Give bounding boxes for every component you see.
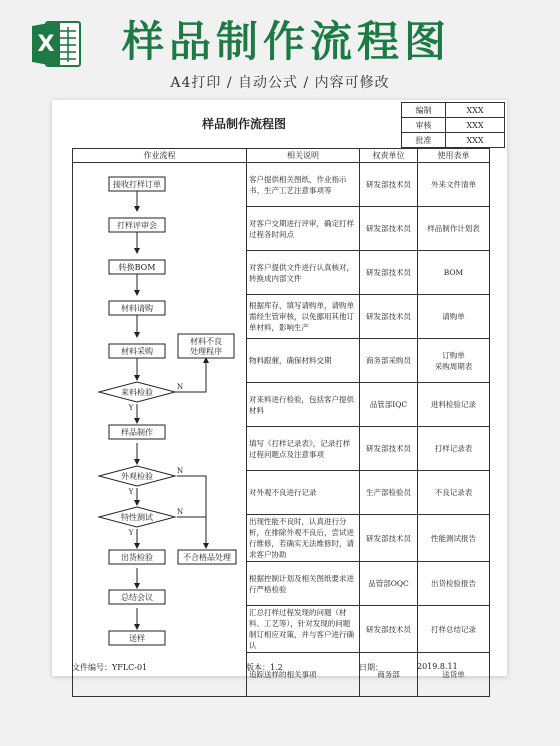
row-desc[interactable]: 客户提供相关图纸、作业指示书、生产工艺注意事项等 [247,163,360,207]
row-form[interactable]: 样品制作计划表 [418,207,490,251]
flow-step-label: 接收打样订单 [113,180,161,189]
footer-file-no: 文件编号：YFLC-01 [72,663,148,672]
flow-side-reject-label: 不合格品处理 [183,553,231,562]
flow-step-label: 材料采购 [121,347,153,356]
row-form[interactable]: 请购单 [418,295,490,339]
approval-value[interactable]: XXX [446,103,505,118]
row-dept[interactable]: 研发部技术员 [360,207,418,251]
flow-step-label: 打样评审会 [117,221,157,230]
flow-step-label: 出货检验 [121,553,153,562]
row-desc[interactable]: 对来料进行检验，包括客户提供材料 [247,383,360,427]
document-sheet [52,100,507,679]
flow-decision-label: 来料检验 [121,388,153,397]
row-dept[interactable]: 研发部技术员 [360,163,418,207]
row-desc[interactable]: 对客户交期进行评审，确定打样过程各时间点 [247,207,360,251]
row-dept[interactable]: 品管部OQC [360,562,418,606]
row-form[interactable]: 性能测试报告 [418,515,490,562]
flow-side-material-bad-label: 材料不良 [190,337,222,346]
row-desc[interactable]: 追踪送样的相关事项 [247,653,360,697]
flow-no-label: N [176,383,184,391]
flow-no-label: N [176,508,184,516]
row-form[interactable]: 外来文件清单 [418,163,490,207]
flow-side-material-bad-label: 处理程序 [190,347,222,356]
row-desc[interactable]: 汇总打样过程发现的问题（材料、工艺等），针对发现的问题制订相应对策，并与客户进行确认 [247,606,360,653]
row-dept[interactable]: 研发部技术员 [360,427,418,471]
header-flow: 作业流程 [73,149,247,163]
row-form[interactable]: 订购单 采购周期表 [418,339,490,383]
approval-row [402,103,505,118]
header-form: 使用表单 [418,149,490,163]
approval-table [401,102,505,148]
approval-value[interactable]: XXX [446,133,505,148]
row-form[interactable]: 出货检验报告 [418,562,490,606]
row-desc[interactable]: 出现性能不良时，认真进行分析，在排除外观不良后，尝试进行维修，若确实无法维修时，请求客户协助 [247,515,360,562]
row-form[interactable]: BOM [418,251,490,295]
flow-decision-label: 外观检验 [121,472,153,481]
footer-date: 2019.8.11 [417,662,458,671]
footer-version: 版本：1.2 [246,663,283,672]
banner-title: 样品制作流程图 [122,17,452,66]
flow-no-label: N [176,467,184,475]
flow-yes-label: Y [128,529,134,537]
flow-yes-label: Y [128,404,134,412]
row-form[interactable]: 打样总结记录 [418,606,490,653]
approval-label: 批准 [402,133,446,148]
excel-logo-icon [30,17,84,71]
header-desc: 相关说明 [247,149,360,163]
approval-label: 编制 [402,103,446,118]
flow-step-label: 总结会议 [121,593,153,602]
row-dept[interactable]: 研发部技术员 [360,251,418,295]
row-desc[interactable]: 对客户提供文件进行认真核对，转换成内部文件 [247,251,360,295]
row-dept[interactable]: 商务部采购员 [360,339,418,383]
row-desc[interactable]: 根据控制计划及相关图纸要求进行严格检验 [247,562,360,606]
row-dept[interactable]: 生产部检验员 [360,471,418,515]
header-dept: 权责单位 [360,149,418,163]
banner-subtitle: A4打印 / 自动公式 / 内容可修改 [170,75,390,91]
approval-row [402,118,505,133]
flowchart [72,162,246,672]
approval-row [402,133,505,148]
row-form[interactable]: 打样记录表 [418,427,490,471]
flow-step-label: 材料请购 [121,304,153,313]
excel-logo-letter: X [37,32,55,57]
row-dept[interactable]: 品管部IQC [360,383,418,427]
row-dept[interactable]: 商务部 [360,653,418,697]
row-form[interactable]: 送货单 [418,653,490,697]
approval-value[interactable]: XXX [446,118,505,133]
row-form[interactable]: 不良记录表 [418,471,490,515]
flow-decision-label: 特性测试 [121,513,153,522]
footer-date-label: 日期： [359,663,383,672]
flow-step-label: 送样 [129,634,145,643]
row-dept[interactable]: 研发部技术员 [360,515,418,562]
row-desc[interactable]: 根据库存，填写请购单，请购单需经生管审核，以免挪用其他订单材料，影响生产 [247,295,360,339]
row-desc[interactable]: 物料跟催，确保材料交期 [247,339,360,383]
approval-label: 审核 [402,118,446,133]
flow-yes-label: Y [128,488,134,496]
table-header-row [73,149,490,163]
flow-step-label: 转换BOM [118,263,156,272]
row-dept[interactable]: 研发部技术员 [360,295,418,339]
row-dept[interactable]: 研发部技术员 [360,606,418,653]
flow-step-label: 样品制作 [121,428,153,437]
row-form[interactable]: 进料检验记录 [418,383,490,427]
row-desc[interactable]: 对外观不良进行记录 [247,471,360,515]
document-title: 样品制作流程图 [202,117,287,131]
row-desc[interactable]: 填写《打样记录表》，记录打样过程问题点及注意事项 [247,427,360,471]
